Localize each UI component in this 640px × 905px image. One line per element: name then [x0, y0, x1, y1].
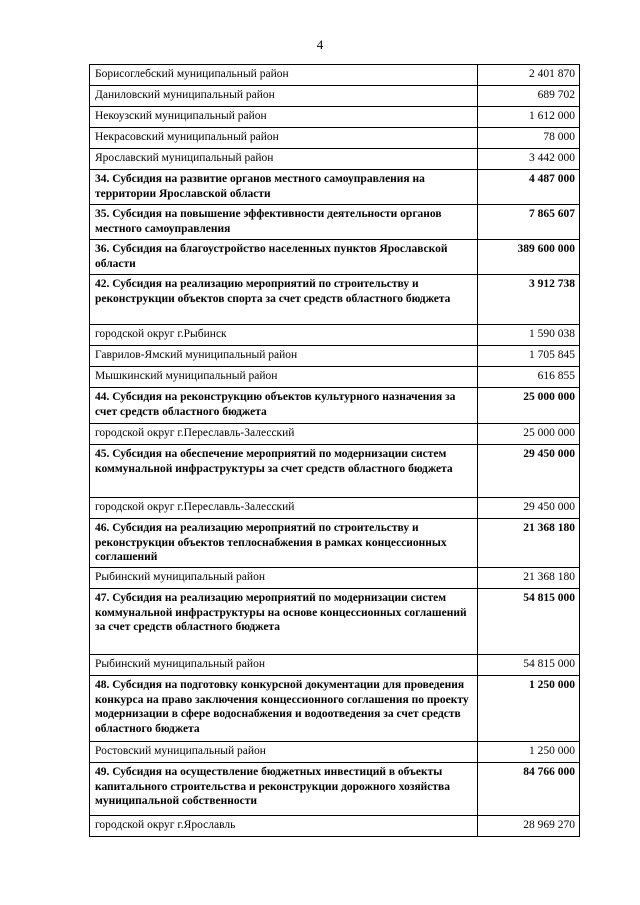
row-amount: 389 600 000 — [478, 240, 580, 275]
row-amount: 54 815 000 — [478, 589, 580, 655]
row-name: Ростовский муниципальный район — [90, 742, 478, 763]
row-amount: 29 450 000 — [478, 498, 580, 519]
row-name: 34. Субсидия на развитие органов местного самоуправления на территории Ярославской области — [90, 170, 478, 205]
row-name: городской округ г.Переславль-Залесский — [90, 424, 478, 445]
row-name: Борисоглебский муниципальный район — [90, 65, 478, 86]
municipality-row — [90, 424, 580, 445]
municipality-row — [90, 325, 580, 346]
row-name: городской округ г.Переславль-Залесский — [90, 498, 478, 519]
row-name: 35. Субсидия на повышение эффективности деятельности органов местного самоуправления — [90, 205, 478, 240]
subsidy-row — [90, 763, 580, 816]
row-name: Гаврилов-Ямский муниципальный район — [90, 346, 478, 367]
municipality-row — [90, 367, 580, 388]
row-name: 46. Субсидия на реализацию мероприятий по строительству и реконструкции объектов теплоснабжения в рамках концессионных соглашений — [90, 519, 478, 568]
page-number: 4 — [316, 37, 324, 52]
row-amount: 25 000 000 — [478, 388, 580, 424]
row-amount: 84 766 000 — [478, 763, 580, 816]
row-amount: 28 969 270 — [478, 816, 580, 837]
municipality-row — [90, 149, 580, 170]
row-amount: 7 865 607 — [478, 205, 580, 240]
row-amount: 54 815 000 — [478, 655, 580, 676]
municipality-row — [90, 816, 580, 837]
subsidy-row — [90, 205, 580, 240]
row-amount: 21 368 180 — [478, 519, 580, 568]
row-amount: 1 250 000 — [478, 676, 580, 742]
row-amount: 689 702 — [478, 86, 580, 107]
subsidy-row — [90, 445, 580, 498]
row-amount: 1 250 000 — [478, 742, 580, 763]
row-name: 45. Субсидия на обеспечение мероприятий по модернизации систем коммунальной инфраструктуры за счет средств областного бюджета — [90, 445, 478, 498]
row-amount: 29 450 000 — [478, 445, 580, 498]
row-amount: 2 401 870 — [478, 65, 580, 86]
municipality-row — [90, 498, 580, 519]
row-name: Некоузский муниципальный район — [90, 107, 478, 128]
row-name: Некрасовский муниципальный район — [90, 128, 478, 149]
municipality-row — [90, 346, 580, 367]
row-name: 48. Субсидия на подготовку конкурсной документации для проведения конкурса на право заключения концессионного соглашения по проекту модернизации в сфере водоснабжения и водоотведения за счет средств областного бюджета — [90, 676, 478, 742]
subsidy-row — [90, 388, 580, 424]
subsidy-row — [90, 676, 580, 742]
row-amount: 25 000 000 — [478, 424, 580, 445]
municipality-row — [90, 128, 580, 149]
municipality-row — [90, 86, 580, 107]
municipality-row — [90, 107, 580, 128]
row-name: городской округ г.Рыбинск — [90, 325, 478, 346]
subsidy-row — [90, 240, 580, 275]
subsidy-row — [90, 275, 580, 325]
row-name: городской округ г.Ярославль — [90, 816, 478, 837]
row-amount: 21 368 180 — [478, 568, 580, 589]
row-name: 36. Субсидия на благоустройство населенных пунктов Ярославской области — [90, 240, 478, 275]
municipality-row — [90, 65, 580, 86]
row-amount: 3 442 000 — [478, 149, 580, 170]
subsidy-row — [90, 589, 580, 655]
row-name: Рыбинский муниципальный район — [90, 655, 478, 676]
subsidy-row — [90, 170, 580, 205]
row-name: Мышкинский муниципальный район — [90, 367, 478, 388]
row-name: 42. Субсидия на реализацию мероприятий по строительству и реконструкции объектов спорта за счет средств областного бюджета — [90, 275, 478, 325]
subsidy-table — [89, 64, 580, 837]
row-name: 44. Субсидия на реконструкцию объектов культурного назначения за счет средств областного бюджета — [90, 388, 478, 424]
municipality-row — [90, 655, 580, 676]
row-amount: 3 912 738 — [478, 275, 580, 325]
row-name: 47. Субсидия на реализацию мероприятий по модернизации систем коммунальной инфраструктуры на основе концессионных соглашений за счет средств областного бюджета — [90, 589, 478, 655]
row-amount: 78 000 — [478, 128, 580, 149]
municipality-row — [90, 568, 580, 589]
row-name: Даниловский муниципальный район — [90, 86, 478, 107]
row-amount: 1 612 000 — [478, 107, 580, 128]
subsidy-row — [90, 519, 580, 568]
row-name: 49. Субсидия на осуществление бюджетных инвестиций в объекты капитального строительства и реконструкции дорожного хозяйства муниципальной собственности — [90, 763, 478, 816]
row-amount: 4 487 000 — [478, 170, 580, 205]
row-name: Рыбинский муниципальный район — [90, 568, 478, 589]
municipality-row — [90, 742, 580, 763]
row-name: Ярославский муниципальный район — [90, 149, 478, 170]
row-amount: 1 705 845 — [478, 346, 580, 367]
row-amount: 616 855 — [478, 367, 580, 388]
row-amount: 1 590 038 — [478, 325, 580, 346]
